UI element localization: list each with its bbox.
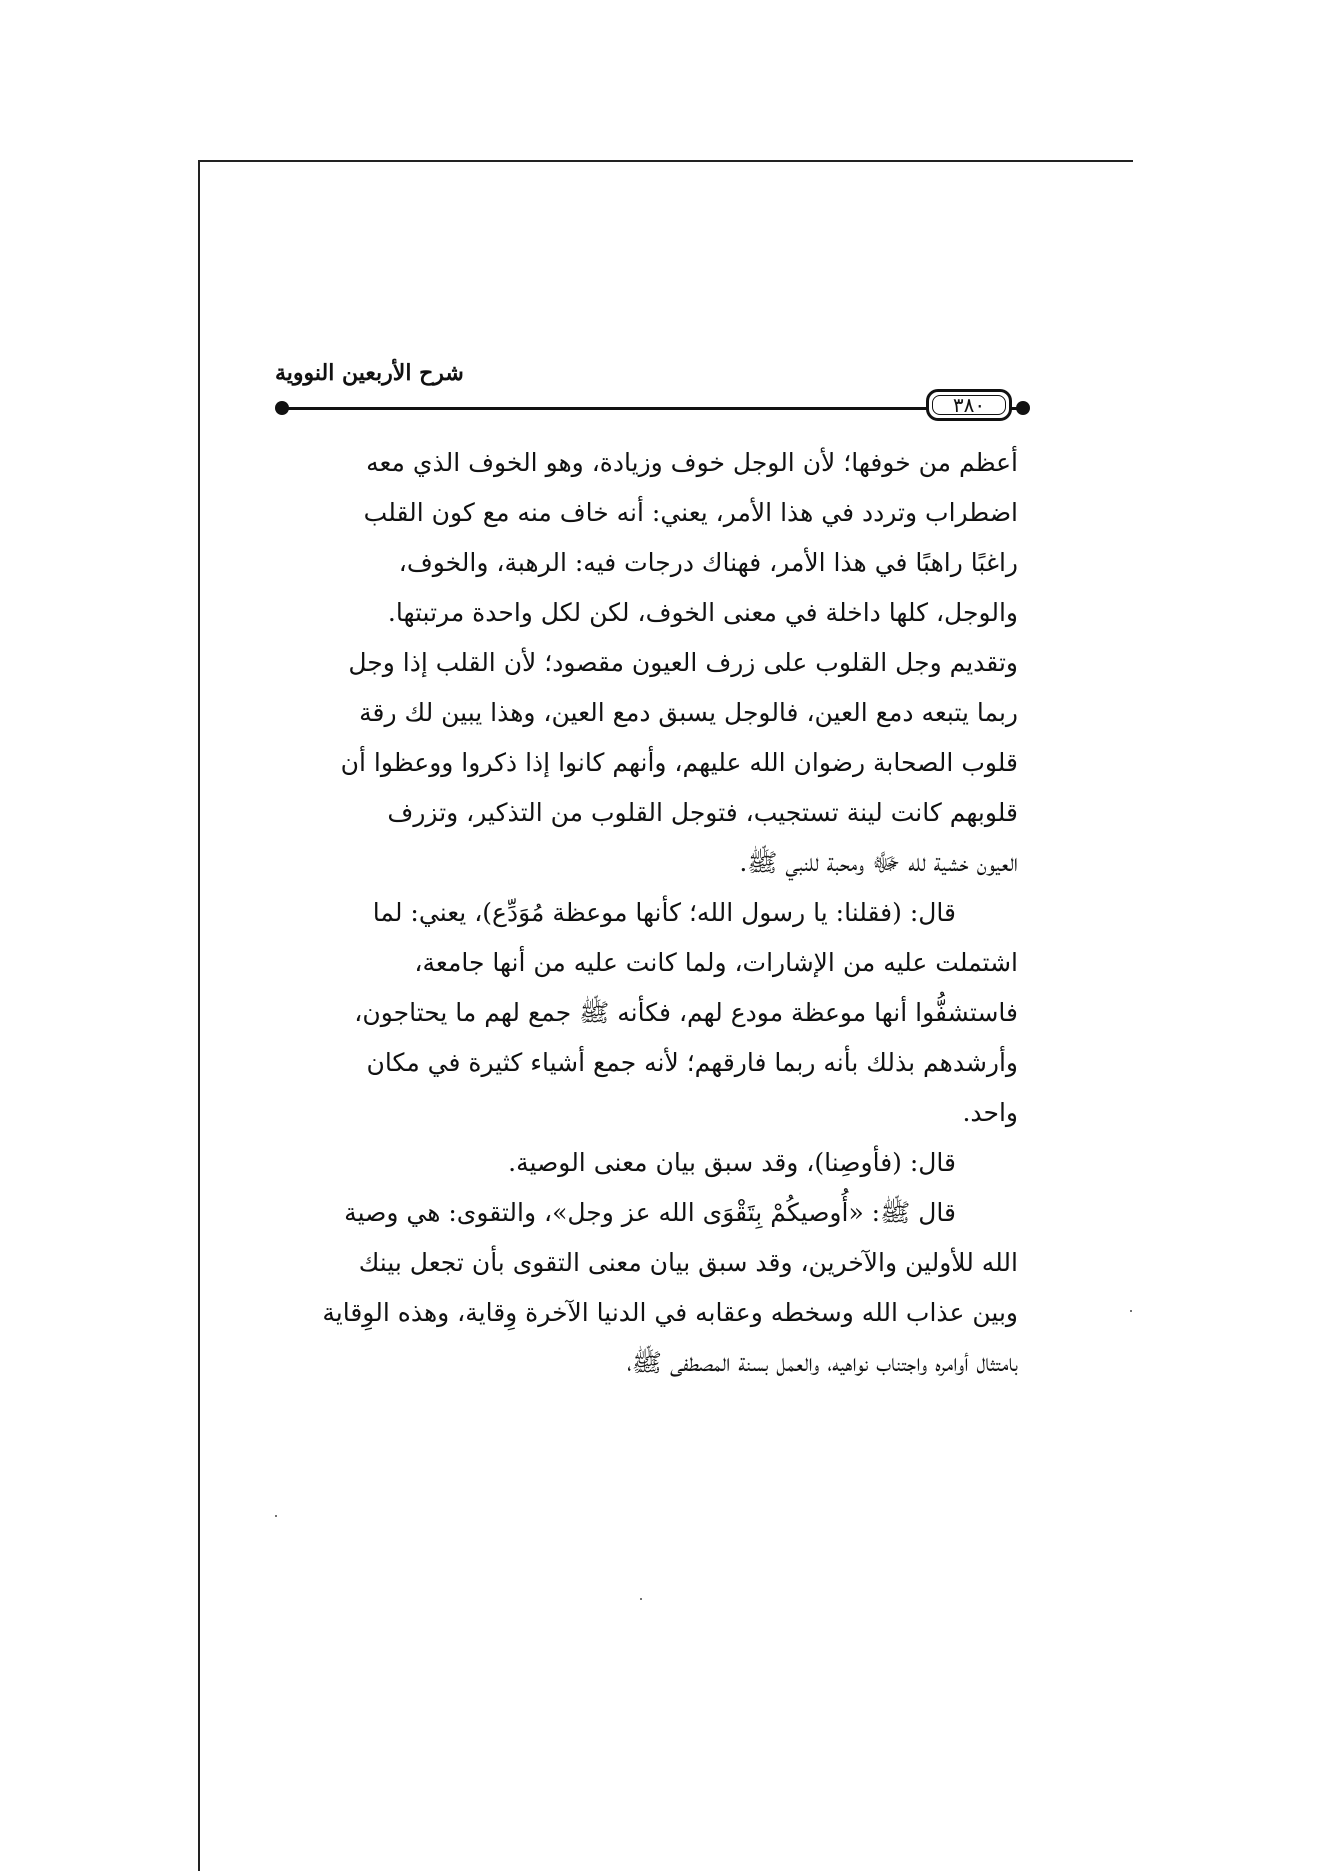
text-line: وتقديم وجل القلوب على زرف العيون مقصود؛ لأن القلب إذا وجل: [348, 648, 1018, 677]
text-line: والوجل، كلها داخلة في معنى الخوف، لكن لكل واحدة مرتبتها.: [387, 598, 1018, 627]
text-line: فاستشفُّوا أنها موعظة مودع لهم، فكأنه ﷺ جمع لهم ما يحتاجون،: [354, 998, 1018, 1027]
text-line: واحد.: [962, 1098, 1018, 1127]
text-line: قال: (فقلنا: يا رسول الله؛ كأنها موعظة مُوَدِّع)، يعني: لما: [372, 898, 956, 927]
scan-border-left: [198, 160, 200, 1871]
scan-speck: [275, 1515, 277, 1517]
page-body: [283, 438, 1018, 1388]
book-title: شرح الأربعين النووية: [275, 360, 464, 386]
text-line: راغبًا راهبًا في هذا الأمر، فهناك درجات فيه: الرهبة، والخوف،: [398, 548, 1018, 577]
text-line: وبين عذاب الله وسخطه وعقابه في الدنيا الآخرة وِقاية، وهذه الوِقاية: [322, 1298, 1018, 1327]
text-line: ربما يتبعه دمع العين، فالوجل يسبق دمع العين، وهذا يبين لك رقة: [359, 698, 1018, 727]
text-line: أعظم من خوفها؛ لأن الوجل خوف وزيادة، وهو الخوف الذي معه: [366, 448, 1018, 477]
text-line: اضطراب وتردد في هذا الأمر، يعني: أنه خاف منه مع كون القلب: [363, 498, 1018, 527]
text-line: وأرشدهم بذلك بأنه ربما فارقهم؛ لأنه جمع أشياء كثيرة في مكان: [366, 1048, 1018, 1077]
header-rule: [281, 407, 1024, 410]
text-line: قلوب الصحابة رضوان الله عليهم، وأنهم كانوا إذا ذكروا ووعظوا أن: [340, 748, 1018, 777]
scan-border-top: [198, 160, 1133, 162]
text-line: قال: (فأوصِنا)، وقد سبق بيان معنى الوصية.: [508, 1148, 956, 1177]
page-header: [275, 360, 1030, 430]
text-line: الله للأولين والآخرين، وقد سبق بيان معنى التقوى بأن تجعل بينك: [358, 1248, 1018, 1277]
scan-speck: [1130, 1310, 1132, 1312]
rule-end-dot: [1016, 401, 1030, 415]
text-line: العيون خشية لله ﷻ ومحبة للنبي ﷺ.: [739, 848, 1018, 877]
text-line: قال ﷺ: «أُوصيكُمْ بِتَقْوَى الله عز وجل»، والتقوى: هي وصية: [344, 1198, 956, 1227]
scan-speck: [640, 1598, 642, 1600]
text-line: اشتملت عليه من الإشارات، ولما كانت عليه من أنها جامعة،: [414, 948, 1018, 977]
page-number: ٣٨٠: [926, 389, 1012, 421]
text-line: قلوبهم كانت لينة تستجيب، فتوجل القلوب من التذكير، وتزرف: [387, 798, 1018, 827]
text-line: بامتثال أوامره واجتناب نواهيه، والعمل بسنة المصطفى ﷺ،: [627, 1348, 1018, 1377]
rule-end-dot: [275, 401, 289, 415]
